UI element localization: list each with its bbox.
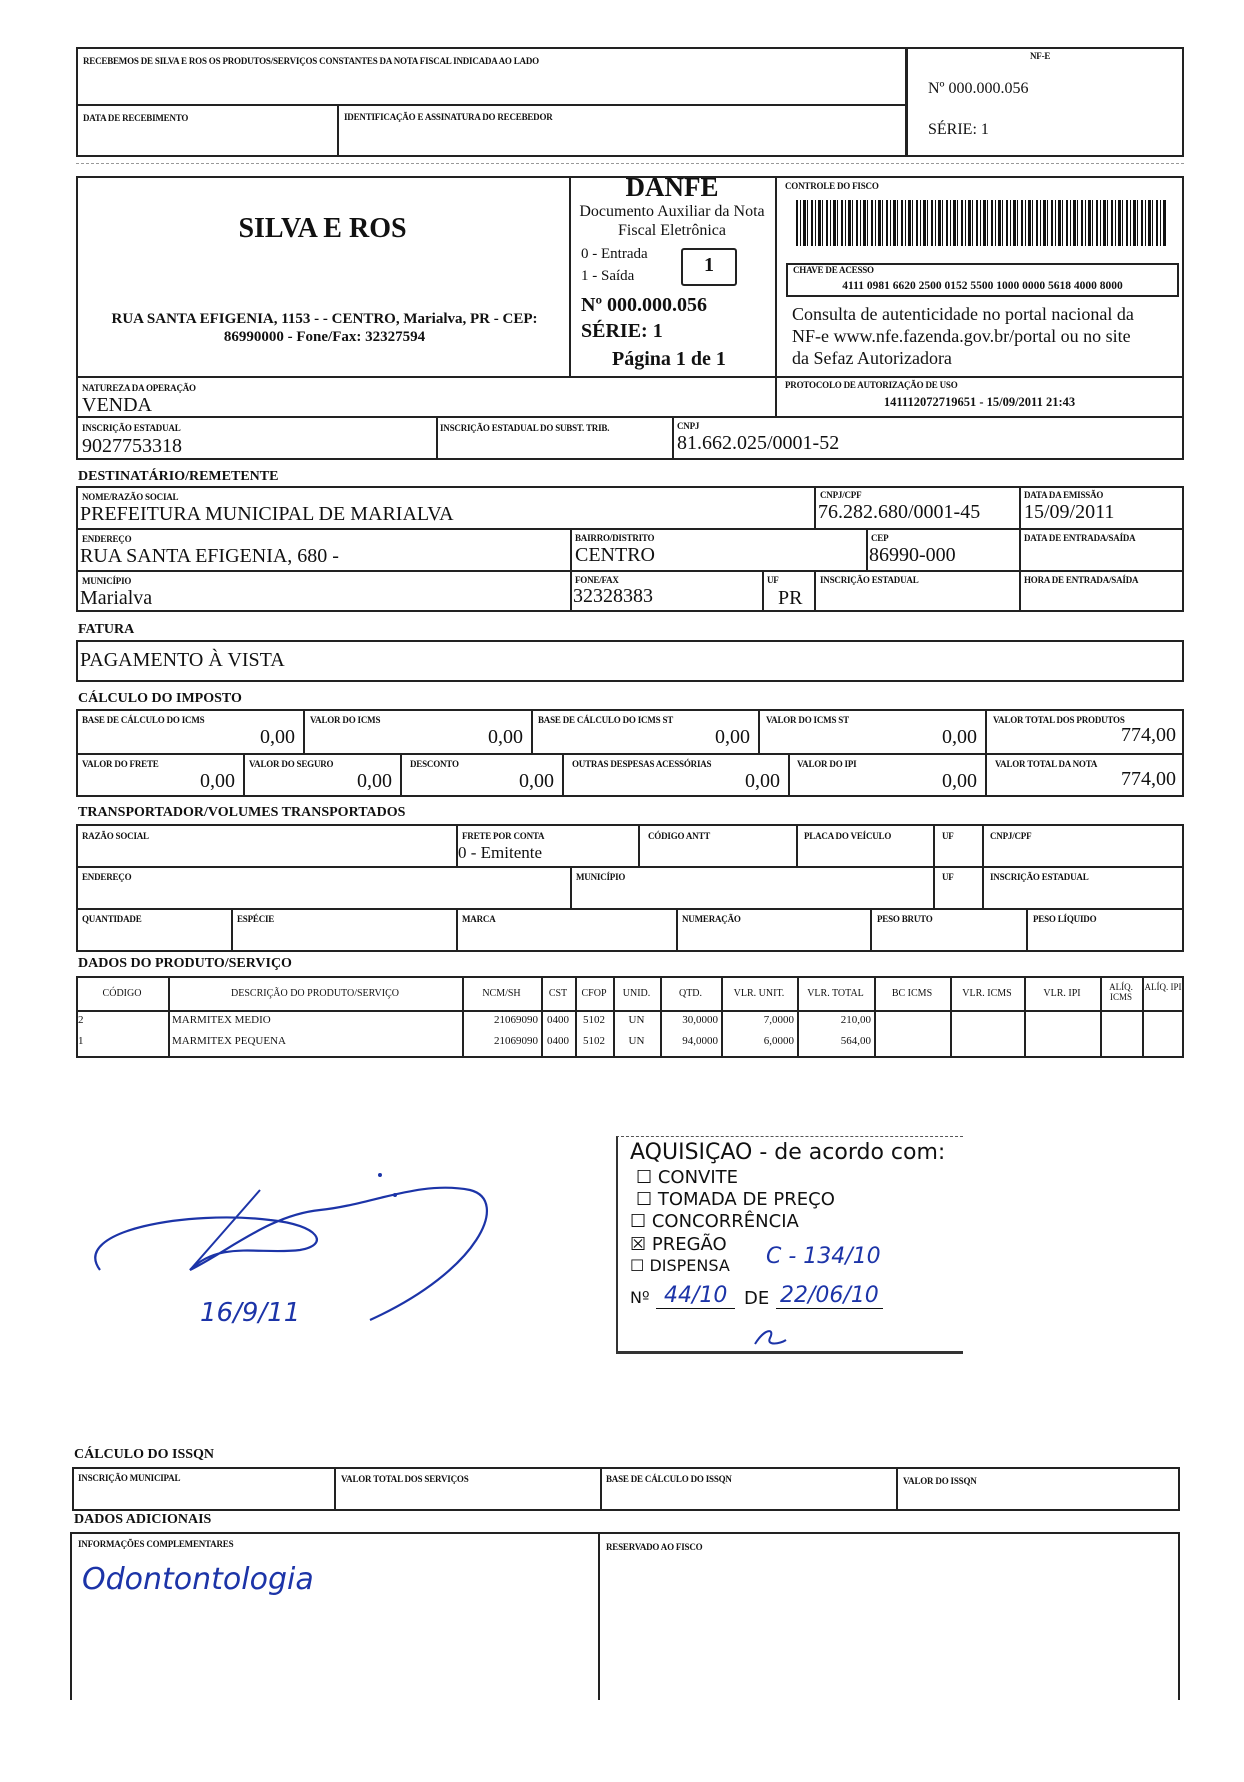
- nature-label: NATUREZA DA OPERAÇÃO: [82, 383, 196, 393]
- receipt-date-label: DATA DE RECEBIMENTO: [83, 113, 189, 123]
- issqn-municipal-label: INSCRIÇÃO MUNICIPAL: [78, 1473, 181, 1483]
- col-header-total: VLR. TOTAL: [807, 988, 864, 999]
- tax-v7: [562, 753, 564, 797]
- recipient-cep-label: CEP: [871, 533, 889, 543]
- transport-h1: [76, 866, 1184, 868]
- stamp-option-tomada: ☐ TOMADA DE PREÇO: [636, 1189, 835, 1210]
- row2-ncm: 21069090: [494, 1035, 538, 1047]
- tax-v2: [531, 709, 533, 753]
- transport-box: [76, 824, 1184, 952]
- entry-date-label: DATA DE ENTRADA/SAÍDA: [1024, 533, 1136, 543]
- transport-v5: [982, 824, 984, 908]
- transport-freight-value: 0 - Emitente: [458, 843, 543, 862]
- transport-numbering-label: NUMERAÇÃO: [682, 914, 741, 924]
- ie-box: [76, 416, 1184, 460]
- discount-label: DESCONTO: [410, 759, 459, 769]
- base-icms-value: 0,00: [260, 726, 295, 748]
- reserved-fisco-label: RESERVADO AO FISCO: [606, 1542, 703, 1552]
- danfe-entrada: 0 - Entrada: [581, 246, 648, 262]
- stamp-option-label: TOMADA DE PREÇO: [657, 1189, 835, 1210]
- protocol-label: PROTOCOLO DE AUTORIZAÇÃO DE USO: [785, 380, 958, 390]
- danfe-subtitle1: Documento Auxiliar da Nota: [579, 203, 765, 220]
- tax-v3: [758, 709, 760, 753]
- recipient-section: DESTINATÁRIO/REMETENTE: [78, 469, 279, 484]
- stamp-option-convite: ☐ CONVITE: [636, 1167, 739, 1188]
- row1-code: 2: [78, 1014, 84, 1026]
- icms-st-label: VALOR DO ICMS ST: [766, 715, 849, 725]
- issuer-cnpj-value: 81.662.025/0001-52: [677, 432, 840, 454]
- other-label: OUTRAS DESPESAS ACESSÓRIAS: [572, 759, 712, 769]
- invoice-total-value: 774,00: [1121, 768, 1176, 790]
- row1-desc: MARMITEX MEDIO: [172, 1014, 271, 1026]
- insurance-label: VALOR DO SEGURO: [249, 759, 334, 769]
- row1-cfop: 5102: [583, 1014, 605, 1026]
- base-icms-label: BASE DE CÁLCULO DO ICMS: [82, 715, 205, 725]
- col-header-aliq-ipi: ALÍQ. IPI: [1144, 982, 1182, 992]
- danfe-type-value: 1: [704, 254, 714, 276]
- icms-value: 0,00: [488, 726, 523, 748]
- tax-v5: [243, 753, 245, 797]
- issqn-v2: [600, 1467, 602, 1511]
- transport-v4: [933, 824, 935, 908]
- recipient-district-label: BAIRRO/DISTRITO: [575, 533, 655, 543]
- col-header-aliq-icms: ALÍQ. ICMS: [1109, 982, 1133, 1002]
- stamp-number-prefix: Nº: [630, 1288, 650, 1307]
- transport-antt-label: CÓDIGO ANTT: [648, 831, 711, 841]
- complement-handwriting: Odontontologia: [82, 1562, 314, 1597]
- row1-qty: 30,0000: [682, 1014, 718, 1026]
- cut-line: [76, 163, 1184, 164]
- access-key-label: CHAVE DE ACESSO: [793, 265, 874, 275]
- ie-label: INSCRIÇÃO ESTADUAL: [82, 423, 181, 433]
- ipi-value: 0,00: [942, 770, 977, 792]
- danfe-subtitle2: Fiscal Eletrônica: [618, 222, 726, 239]
- col-header-qty: QTD.: [678, 988, 703, 999]
- transport-v11: [1026, 908, 1028, 952]
- tax-v8: [788, 753, 790, 797]
- stamp-option-concorrencia: ☐ CONCORRÊNCIA: [630, 1211, 799, 1232]
- ipi-label: VALOR DO IPI: [797, 759, 857, 769]
- consult-line2: NF-e www.nfe.fazenda.gov.br/portal ou no site: [792, 326, 1131, 346]
- recipient-phone-label: FONE/FAX: [575, 575, 619, 585]
- barcode: [796, 200, 1166, 246]
- recipient-vline1: [814, 486, 816, 528]
- tax-section: CÁLCULO DO IMPOSTO: [78, 691, 242, 706]
- transport-uf2-label: UF: [942, 872, 954, 882]
- issqn-v1: [334, 1467, 336, 1511]
- recipient-address-label: ENDEREÇO: [82, 534, 132, 544]
- row2-unit: UN: [628, 1035, 645, 1047]
- emission-date-label: DATA DA EMISSÃO: [1024, 490, 1104, 500]
- recipient-vline3: [570, 528, 572, 612]
- recipient-hline2: [76, 570, 1184, 572]
- row1-cst: 0400: [547, 1014, 569, 1026]
- col-header-cst: CST: [548, 988, 568, 999]
- base-icms-st-label: BASE DE CÁLCULO DO ICMS ST: [538, 715, 674, 725]
- invoice-section: FATURA: [78, 622, 135, 637]
- transport-h2: [76, 908, 1184, 910]
- stamp-option-label: PREGÃO: [651, 1234, 727, 1255]
- danfe-divider: [775, 176, 777, 378]
- transport-company-label: RAZÃO SOCIAL: [82, 831, 149, 841]
- recipient-phone: 32328383: [573, 585, 653, 607]
- invoice-total-label: VALOR TOTAL DA NOTA: [995, 759, 1098, 769]
- discount-value: 0,00: [519, 770, 554, 792]
- col-header-unit-price: VLR. UNIT.: [733, 988, 785, 999]
- transport-v10: [870, 908, 872, 952]
- stub-nfe-box: [906, 47, 1184, 157]
- recipient-address: RUA SANTA EFIGENIA, 680 -: [80, 545, 339, 567]
- transport-v2: [638, 824, 640, 866]
- recipient-cnpj-label: CNPJ/CPF: [820, 490, 862, 500]
- recipient-cnpj: 76.282.680/0001-45: [818, 501, 981, 523]
- products-total-value: 774,00: [1121, 724, 1176, 746]
- stamp-option-label: DISPENSA: [649, 1256, 730, 1275]
- stamp-option-dispensa: ☐ DISPENSA: [630, 1256, 730, 1275]
- transport-cnpj-label: CNPJ/CPF: [990, 831, 1032, 841]
- transport-v8: [456, 908, 458, 952]
- emission-date: 15/09/2011: [1024, 501, 1115, 523]
- danfe-series: SÉRIE: 1: [581, 320, 663, 342]
- row2-qty: 94,0000: [682, 1035, 718, 1047]
- transport-v7: [231, 908, 233, 952]
- stub-nfe-label: NF-E: [1030, 51, 1051, 61]
- row2-total: 564,00: [840, 1035, 871, 1047]
- col-header-desc: DESCRIÇÃO DO PRODUTO/SERVIÇO: [231, 988, 399, 999]
- col-header-vlr-ipi: VLR. IPI: [1043, 988, 1081, 999]
- freight-label: VALOR DO FRETE: [82, 759, 159, 769]
- additional-divider: [598, 1532, 600, 1700]
- stamp-title: AQUISIÇAO - de acordo com:: [630, 1140, 946, 1165]
- products-section: DADOS DO PRODUTO/SERVIÇO: [78, 956, 292, 971]
- col-header-code: CÓDIGO: [102, 988, 142, 999]
- receipt-signature-label: IDENTIFICAÇÃO E ASSINATURA DO RECEBEDOR: [344, 112, 553, 122]
- invoice-value: PAGAMENTO À VISTA: [80, 649, 285, 671]
- tax-v6: [400, 753, 402, 797]
- products-header-line: [76, 1010, 1184, 1012]
- col-header-unit: UNID.: [622, 988, 651, 999]
- row1-total: 210,00: [840, 1014, 871, 1026]
- transport-uf-label: UF: [942, 831, 954, 841]
- stamp-number: 44/10: [656, 1283, 735, 1309]
- icms-label: VALOR DO ICMS: [310, 715, 381, 725]
- issuer-name: SILVA E ROS: [238, 213, 407, 244]
- stamp-initial: [750, 1326, 790, 1350]
- transport-brand-label: MARCA: [462, 914, 496, 924]
- recipient-name: PREFEITURA MUNICIPAL DE MARIALVA: [80, 503, 454, 525]
- recipient-name-label: NOME/RAZÃO SOCIAL: [82, 492, 179, 502]
- insurance-value: 0,00: [357, 770, 392, 792]
- consult-line1: Consulta de autenticidade no portal nacional da: [792, 304, 1134, 324]
- transport-section: TRANSPORTADOR/VOLUMES TRANSPORTADOS: [78, 805, 406, 820]
- transport-address-label: ENDEREÇO: [82, 872, 132, 882]
- transport-v9: [676, 908, 678, 952]
- stamp-option-label: CONCORRÊNCIA: [651, 1211, 799, 1232]
- transport-ie-label: INSCRIÇÃO ESTADUAL: [990, 872, 1089, 882]
- entry-time-label: HORA DE ENTRADA/SAÍDA: [1024, 575, 1139, 585]
- danfe-saida: 1 - Saída: [581, 268, 635, 284]
- issqn-v3: [896, 1467, 898, 1511]
- recipient-ie-label: INSCRIÇÃO ESTADUAL: [820, 575, 919, 585]
- receipt-vdivider: [337, 104, 339, 157]
- tax-v1: [303, 709, 305, 753]
- base-icms-st-value: 0,00: [715, 726, 750, 748]
- stamp-option-pregao: ☒ PREGÃO: [630, 1234, 727, 1255]
- transport-plate-label: PLACA DO VEÍCULO: [804, 831, 892, 841]
- other-value: 0,00: [745, 770, 780, 792]
- nature-value: VENDA: [82, 394, 152, 416]
- freight-value: 0,00: [200, 770, 235, 792]
- row1-unit: UN: [628, 1014, 645, 1026]
- recipient-uf-label: UF: [767, 575, 779, 585]
- row1-ncm: 21069090: [494, 1014, 538, 1026]
- transport-species-label: ESPÉCIE: [237, 914, 275, 924]
- row2-desc: MARMITEX PEQUENA: [172, 1035, 286, 1047]
- receipt-divider: [76, 104, 907, 106]
- fisco-control-label: CONTROLE DO FISCO: [785, 181, 879, 191]
- transport-net-label: PESO LÍQUIDO: [1033, 914, 1097, 924]
- col-header-cfop: CFOP: [581, 988, 607, 999]
- ie-value: 9027753318: [82, 435, 182, 457]
- issuer-address-line1: RUA SANTA EFIGENIA, 1153 - - CENTRO, Marialva, PR - CEP:: [111, 311, 538, 327]
- transport-qty-label: QUANTIDADE: [82, 914, 142, 924]
- row2-unit-price: 6,0000: [763, 1035, 794, 1047]
- issqn-value-label: VALOR DO ISSQN: [903, 1476, 977, 1486]
- signature-date: 16/9/11: [200, 1298, 301, 1328]
- recipient-hline1: [76, 528, 1184, 530]
- consult-line3: da Sefaz Autorizadora: [792, 348, 952, 368]
- stamp-note: C - 134/10: [766, 1244, 881, 1269]
- issqn-services-total-label: VALOR TOTAL DOS SERVIÇOS: [341, 1474, 469, 1484]
- stub-nfe-number: Nº 000.000.056: [928, 80, 1029, 97]
- recipient-vline6: [814, 570, 816, 612]
- recipient-city: Marialva: [80, 587, 153, 609]
- stub-nfe-series: SÉRIE: 1: [928, 121, 989, 138]
- recipient-uf: PR: [778, 587, 803, 609]
- row2-cst: 0400: [547, 1035, 569, 1047]
- col-header-ncm: NCM/SH: [482, 988, 521, 999]
- recipient-vline5: [762, 570, 764, 612]
- col-header-bc-icms: BC ICMS: [891, 988, 933, 999]
- row2-cfop: 5102: [583, 1035, 605, 1047]
- transport-freight-label: FRETE POR CONTA: [462, 831, 545, 841]
- recipient-vline2: [1019, 486, 1021, 612]
- recipient-cep: 86990-000: [869, 544, 956, 566]
- transport-gross-label: PESO BRUTO: [877, 914, 933, 924]
- access-key-value: 4111 0981 6620 2500 0152 5500 1000 0000 5618 4000 8000: [842, 280, 1123, 292]
- ie-divider2: [672, 416, 674, 460]
- danfe-title: DANFE: [625, 172, 719, 202]
- transport-v6: [570, 866, 572, 908]
- issuer-cnpj-label: CNPJ: [677, 421, 700, 431]
- recipient-city-label: MUNICÍPIO: [82, 576, 132, 586]
- additional-info-label: INFORMAÇÕES COMPLEMENTARES: [78, 1539, 234, 1549]
- receipt-text: RECEBEMOS DE SILVA E ROS OS PRODUTOS/SERVIÇOS CONSTANTES DA NOTA FISCAL INDICADA AO LADO: [83, 56, 539, 66]
- recipient-vline4: [866, 528, 868, 570]
- protocol-value: 141112072719651 - 15/09/2011 21:43: [883, 395, 1076, 409]
- tax-v4: [985, 709, 987, 797]
- icms-st-value: 0,00: [942, 726, 977, 748]
- issqn-section: CÁLCULO DO ISSQN: [74, 1447, 215, 1462]
- additional-box: [70, 1532, 1180, 1700]
- row1-unit-price: 7,0000: [763, 1014, 794, 1026]
- transport-v3: [796, 824, 798, 866]
- danfe-page: Página 1 de 1: [612, 348, 726, 370]
- danfe-number: Nº 000.000.056: [581, 294, 708, 316]
- additional-section: DADOS ADICIONAIS: [74, 1512, 212, 1527]
- stamp-date: 22/06/10: [776, 1283, 883, 1309]
- ie-st-label: INSCRIÇÃO ESTADUAL DO SUBST. TRIB.: [440, 423, 610, 433]
- stamp-de: DE: [744, 1288, 770, 1309]
- col-header-vlr-icms: VLR. ICMS: [962, 988, 1012, 999]
- products-total-label: VALOR TOTAL DOS PRODUTOS: [993, 715, 1125, 725]
- row2-code: 1: [78, 1035, 84, 1047]
- issqn-base-label: BASE DE CÁLCULO DO ISSQN: [606, 1474, 732, 1484]
- stamp-option-label: CONVITE: [657, 1167, 739, 1188]
- transport-city-label: MUNICÍPIO: [576, 872, 626, 882]
- recipient-district: CENTRO: [575, 544, 655, 566]
- issuer-address-line2: 86990000 - Fone/Fax: 32327594: [223, 329, 426, 345]
- ie-divider1: [436, 416, 438, 460]
